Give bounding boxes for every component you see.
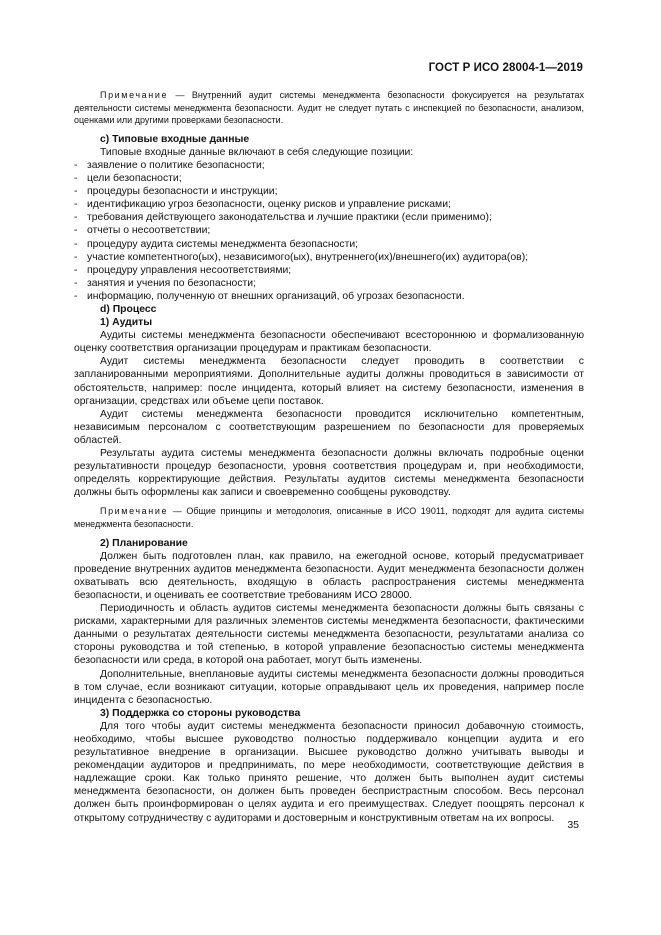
note-label: Примечание [100, 90, 169, 100]
page-body [74, 89, 584, 825]
list-item: - цели безопасности; [74, 173, 182, 185]
paragraph: Аудит системы менеджмента безопасности проводится исключительно компетентным, независимым персоналом с соответствующим разрешением по безопасности для проверяемых областей. [74, 408, 584, 446]
list-item: - занятия и учения по безопасности; [74, 277, 256, 289]
list-item: - процедуры безопасности и инструкции; [74, 186, 278, 198]
list-item: - идентификацию угроз безопасности, оценку рисков и управление рисками; [74, 199, 451, 211]
note-label: Примечание [100, 506, 169, 517]
document-code-header: ГОСТ Р ИСО 28004-1—2019 [428, 62, 583, 74]
list-item: - процедуру аудита системы менеджмента безопасности; [74, 238, 359, 250]
input-items-list [74, 159, 584, 303]
heading-c: c) Типовые входные данные [100, 133, 250, 145]
page-number: 35 [567, 819, 579, 831]
list-item: - участие компетентного(ых), независимого(ых), внутреннего(их)/внешнего(их) аудитора(ов); [74, 251, 529, 263]
note-1 [74, 89, 584, 127]
heading-d3: 3) Поддержка со стороны руководства [100, 707, 301, 719]
paragraph: Аудиты системы менеджмента безопасности обеспечивают всестороннюю и формализованную оценку соответствия организации процедурам и практикам безопасности. [74, 330, 584, 355]
paragraph: Для того чтобы аудит системы менеджмента безопасности приносил добавочную стоимость, необходимо, чтобы высшее руководство полностью поддерживало концепции аудита и его результативное внедрение в организации. Высшее руководство должно учитывать выводы и рекомендации аудиторов и предпринимать, по мере необходимости, соответствующие действия в надлежащие сроки. Как только принято решение, что должен быть выполнен аудит системы менеджмента безопасности, он должен быть проведен беспристрастным способом. Весь персонал должен быть проинформирован о целях аудита и его преимуществах. Следует поощрять персонал к открытому сотрудничеству с аудиторами и достоверным и конструктивным ответам на их вопросы. [74, 720, 584, 824]
note-text: — Общие принципы и методология, описанные в ИСО 19011, подходят для аудита системы менеджмента безопасности. [74, 506, 584, 529]
note-2 [74, 505, 584, 530]
paragraph: Дополнительные, внеплановые аудиты системы менеджмента безопасности должны проводиться в том случае, если возникают ситуации, которые оправдывают цель их проведения, например после инцидента с безопасностью. [74, 668, 584, 706]
list-item: - отчеты о несоответствии; [74, 225, 211, 237]
paragraph: Должен быть подготовлен план, как правило, на ежегодной основе, который предусматривает проведение внутренних аудитов менеджмента безопасности. Аудит менеджмента безопасности должен охватывать всю деятельность, входящую в область распространения системы менеджмента безопасности, и оценивать ее соответствие требованиям ИСО 28000. [74, 550, 584, 601]
heading-d1: 1) Аудиты [100, 317, 153, 329]
paragraph: Периодичность и область аудитов системы менеджмента безопасности должны быть связаны с рисками, характерными для различных элементов системы менеджмента безопасности, фактическими данными о результатах деятельности системы менеджмента безопасности, результатами анализа со стороны руководства и той степенью, в которой управление безопасностью системы менеджмента безопасности или среда, в которой она работает, могут быть изменены. [74, 603, 584, 667]
section-c-intro: Типовые входные данные включают в себя следующие позиции: [100, 146, 414, 158]
heading-d: d) Процесс [100, 304, 157, 315]
list-item: - требования действующего законодательства и лучшие практики (если применимо); [74, 212, 492, 224]
paragraph: Аудит системы менеджмента безопасности следует проводить в соответствии с запланированными мероприятиями. Дополнительные аудиты должны проводиться в зависимости от обстоятельств, например: после инцидента, который влияет на систему безопасности, изменения в организации, средствах или объеме цепи поставок. [74, 356, 584, 407]
paragraph: Результаты аудита системы менеджмента безопасности должны включать подробные оценки результативности процедур безопасности, уровня соответствия процедурам и, при необходимости, определять корректирующие действия. Результаты аудитов системы менеджмента безопасности должны быть оформлены как записи и своевременно сообщены руководству. [74, 448, 584, 499]
list-item: - заявление о политике безопасности; [74, 159, 265, 171]
list-item: - процедуру управления несоответствиями; [74, 264, 292, 276]
note-text: — Внутренний аудит системы менеджмента безопасности фокусируется на результатах деятельности системы менеджмента безопасности. Аудит не следует путать с инспекцией по безопасности, анализом, оценками или другими проверками безопасности. [74, 90, 584, 126]
list-item: - информацию, полученную от внешних организаций, об угрозах безопасности. [74, 290, 465, 302]
heading-d2: 2) Планирование [100, 537, 188, 549]
